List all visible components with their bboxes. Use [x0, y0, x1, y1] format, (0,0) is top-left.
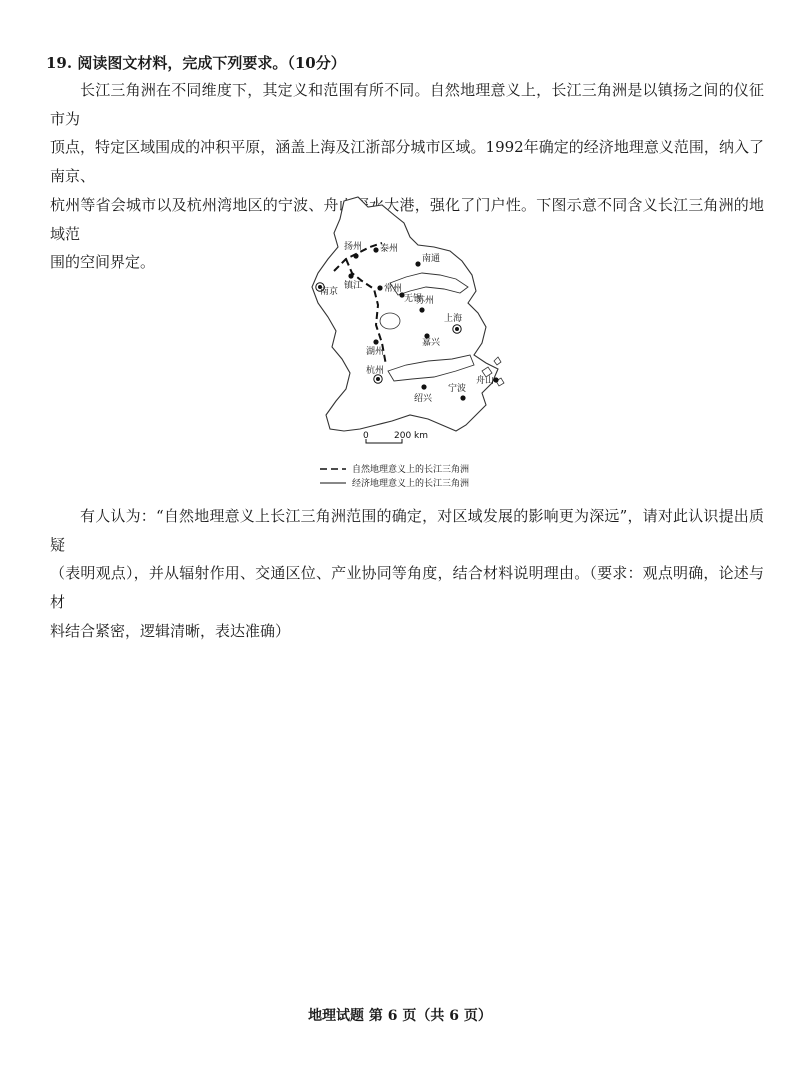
island: [494, 357, 501, 365]
city-label-zhoushan: 舟山: [476, 376, 495, 386]
prompt-line: （表明观点），并从辐射作用、交通区位、产业协同等角度，结合材料说明理由。（要求：观点明确，论述与材: [50, 564, 764, 612]
city-label-taizhou: 泰州: [380, 244, 399, 254]
prompt-line: 料结合紧密，逻辑清晰，表达准确）: [50, 621, 291, 640]
region-outline: [312, 197, 498, 431]
legend-economic-label: 经济地理意义上的长江三角洲: [352, 479, 470, 489]
city-label-yangzhou: 扬州: [344, 242, 363, 252]
scale-zero: 0: [363, 431, 369, 441]
delta-map-figure: [306, 193, 522, 493]
material-line: 长江三角洲在不同维度下，其定义和范围有所不同。自然地理意义上，长江三角洲是以镇扬之间的仪征市为: [50, 81, 764, 128]
material-line: 杭州等省会城市以及杭州湾地区的宁波、舟山深水大港，强化了门户性。下图示意不同含义长江三角洲的地域范: [50, 195, 764, 243]
material-line: 顶点，特定区域围成的冲积平原，涵盖上海及江浙部分城市区域。1992年确定的经济地理意义范围，纳入了南京、: [50, 138, 764, 186]
legend-natural-label: 自然地理意义上的长江三角洲: [352, 465, 470, 475]
prompt-paragraph: [50, 502, 764, 646]
delta-map: [306, 193, 522, 493]
scale-label: 200 km: [394, 431, 429, 441]
city-label-hangzhou: 杭州: [366, 366, 385, 376]
city-label-jiaxing: 嘉兴: [422, 338, 441, 348]
city-label-zhenjiang: 镇江: [344, 281, 363, 291]
city-label-nanjing: 南京: [320, 287, 339, 297]
prompt-line: 有人认为：“自然地理意义上长江三角洲范围的确定，对区域发展的影响更为深远”，请对此认识提出质疑: [50, 507, 764, 554]
material-line: 围的空间界定。: [50, 253, 156, 272]
taihu-lake: [380, 313, 400, 329]
city-label-suzhou: 苏州: [416, 296, 435, 306]
city-label-shaoxing: 绍兴: [414, 394, 433, 404]
city-label-shanghai: 上海: [444, 314, 463, 324]
city-label-ningbo: 宁波: [448, 384, 467, 394]
page-footer: 地理试题 第 6 页（共 6 页）: [308, 1008, 492, 1024]
city-label-changzhou: 常州: [384, 284, 403, 294]
city-label-wuxi: 无锡: [404, 294, 423, 304]
city-label-huzhou: 湖州: [366, 347, 385, 357]
question-heading: 19. 阅读图文材料，完成下列要求。（10分）: [46, 54, 346, 72]
city-label-nantong: 南通: [422, 254, 441, 264]
